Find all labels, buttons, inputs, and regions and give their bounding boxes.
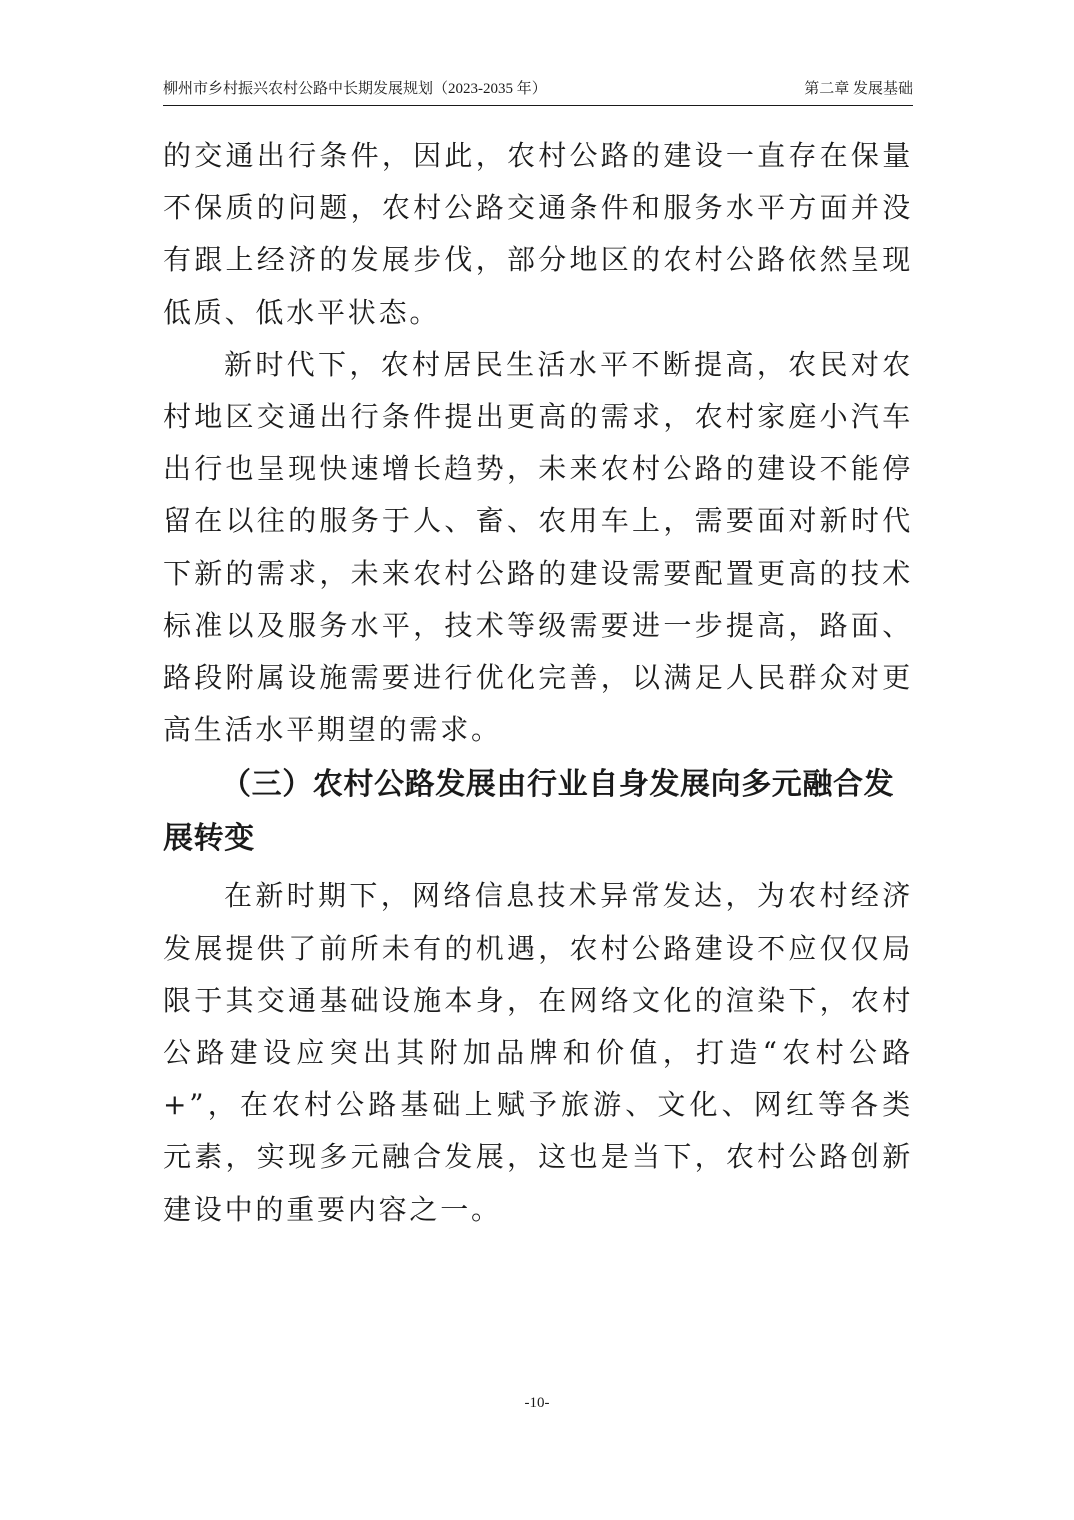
chapter-title: 第二章 发展基础 (804, 81, 913, 97)
paragraph-continued: 的交通出行条件，因此，农村公路的建设一直存在保量不保质的问题，农村公路交通条件和服务水平方面并没有跟上经济的发展步伐，部分地区的农村公路依然呈现低质、低水平状态。 (163, 139, 913, 329)
header-divider (163, 105, 913, 106)
page-body (163, 130, 913, 1236)
page-header (163, 78, 913, 100)
document-title: 柳州市乡村振兴农村公路中长期发展规划（2023-2035 年） (163, 81, 547, 97)
paragraph-new-era: 新时代下，农村居民生活水平不断提高，农民对农村地区交通出行条件提出更高的需求，农村家庭小汽车出行也呈现快速增长趋势，未来农村公路的建设不能停留在以往的服务于人、畜、农用车上，需要面对新时代下新的需求，未来农村公路的建设需要配置更高的技术标准以及服务水平，技术等级需要进一步提高，路面、路段附属设施需要进行优化完善，以满足人民群众对更高生活水平期望的需求。 (163, 347, 913, 747)
section-heading: （三）农村公路发展由行业自身发展向多元融合发展转变 (163, 767, 895, 857)
paragraph-new-period: 在新时期下，网络信息技术异常发达，为农村经济发展提供了前所未有的机遇，农村公路建设不应仅仅局限于其交通基础设施本身，在网络文化的渲染下，农村公路建设应突出其附加品牌和价值，打造“农村公路+”，在农村公路基础上赋予旅游、文化、网红等各类元素，实现多元融合发展，这也是当下，农村公路创新建设中的重要内容之一。 (163, 879, 913, 1226)
page-number: -10- (524, 1395, 550, 1411)
